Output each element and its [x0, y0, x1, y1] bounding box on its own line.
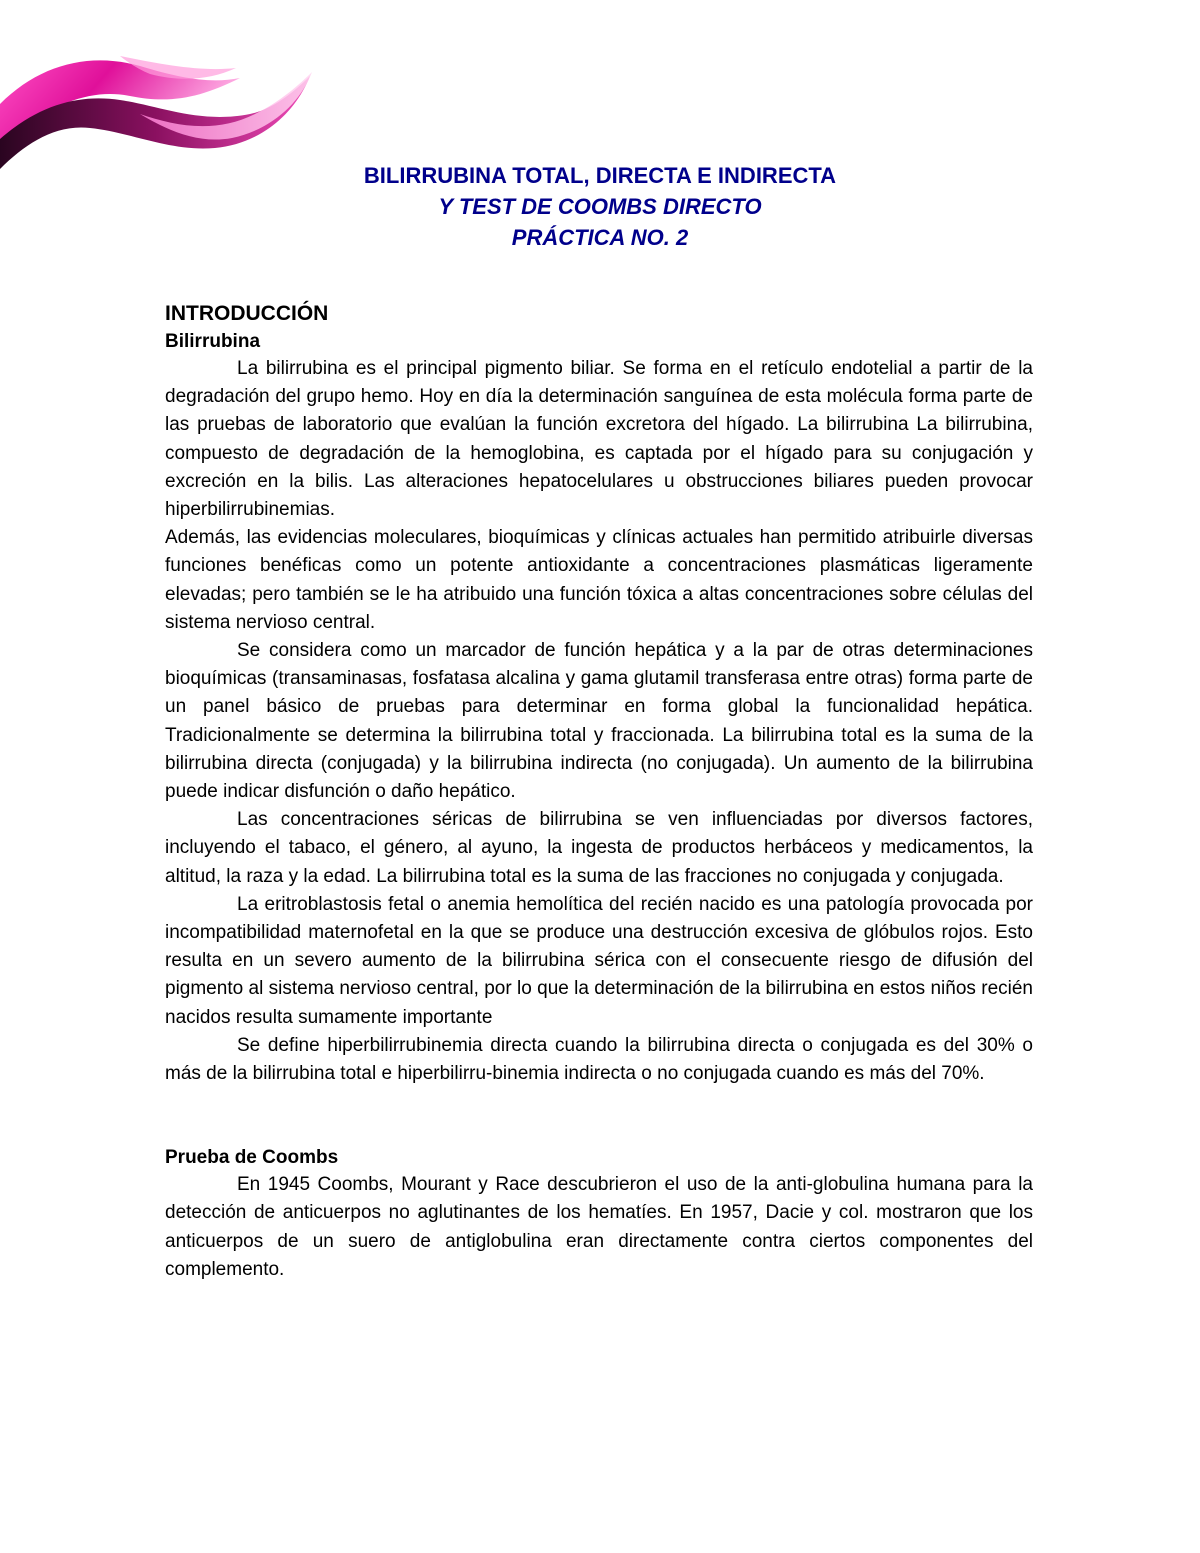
section-heading-introduccion: INTRODUCCIÓN [165, 302, 329, 325]
paragraph: En 1945 Coombs, Mourant y Race descubrieron el uso de la anti-globulina humana para la detección de anticuerpos no aglutinantes de los hematíes. En 1957, Dacie y col. mostraron que los anticuerpos de un suero de antiglobulina eran directamente contra ciertos componentes del complemento. [165, 1174, 1033, 1280]
subsection-heading-coombs: Prueba de Coombs [165, 1147, 339, 1169]
title-line-2: Y TEST DE COOMBS DIRECTO [438, 194, 762, 219]
paragraph: La bilirrubina es el principal pigmento biliar. Se forma en el retículo endotelial a partir de la degradación del grupo hemo. Hoy en día la determinación sanguínea de esta molécula forma parte de las pruebas de laboratorio que evalúan la función excretora del hígado. La bilirrubina La bilirrubina, compuesto de degradación de la hemoglobina, es captada por el hígado para su conjugación y excreción en la bilis. Las alteraciones hepatocelulares u obstrucciones biliares pueden provocar hiperbilirrubinemias. [165, 358, 1033, 521]
document-body [165, 300, 1033, 1284]
document-title [0, 160, 1200, 253]
paragraph: Se considera como un marcador de función hepática y a la par de otras determinaciones bioquímicas (transaminasas, fosfatasa alcalina y gama glutamil transferasa entre otras) forma parte de un panel básico de pruebas para determinar en forma global la funcionalidad hepática. Tradicionalmente se determina la bilirrubina total y fraccionada. La bilirrubina total es la suma de la bilirrubina directa (conjugada) y la bilirrubina indirecta (no conjugada). Un aumento de la bilirrubina puede indicar disfunción o daño hepático. [165, 640, 1033, 803]
subsection-heading-bilirrubina: Bilirrubina [165, 331, 261, 352]
title-line-1: BILIRRUBINA TOTAL, DIRECTA E INDIRECTA [363, 163, 837, 188]
title-line-3: PRÁCTICA NO. 2 [511, 225, 689, 250]
paragraph: Se define hiperbilirrubinemia directa cuando la bilirrubina directa o conjugada es del 30% o más de la bilirrubina total e hiperbilirru-binemia indirecta o no conjugada cuando es más del 70%. [165, 1034, 1033, 1085]
paragraph: La eritroblastosis fetal o anemia hemolítica del recién nacido es una patología provocada por incompatibilidad maternofetal en la que se produce una destrucción excesiva de glóbulos rojos. Esto resulta en un severo aumento de la bilirrubina sérica con el consecuente riesgo de difusión del pigmento al sistema nervioso central, por lo que la determinación de la bilirrubina en estos niños recién nacidos resulta sumamente importante [165, 893, 1033, 1028]
magenta-swoosh-logo-icon [0, 44, 320, 174]
paragraph: Las concentraciones séricas de bilirrubina se ven influenciadas por diversos factores, incluyendo el tabaco, el género, al ayuno, la ingesta de productos herbáceos y medicamentos, la altitud, la raza y la edad. La bilirrubina total es la suma de las fracciones no conjugada y conjugada. [165, 809, 1033, 887]
paragraph: Además, las evidencias moleculares, bioquímicas y clínicas actuales han permitido atribuirle diversas funciones benéficas como un potente antioxidante a concentraciones plasmáticas ligeramente elevadas; pero también se le ha atribuido una función tóxica a altas concentraciones sobre células del sistema nervioso central. [165, 527, 1033, 633]
section-spacer [165, 1088, 1033, 1144]
